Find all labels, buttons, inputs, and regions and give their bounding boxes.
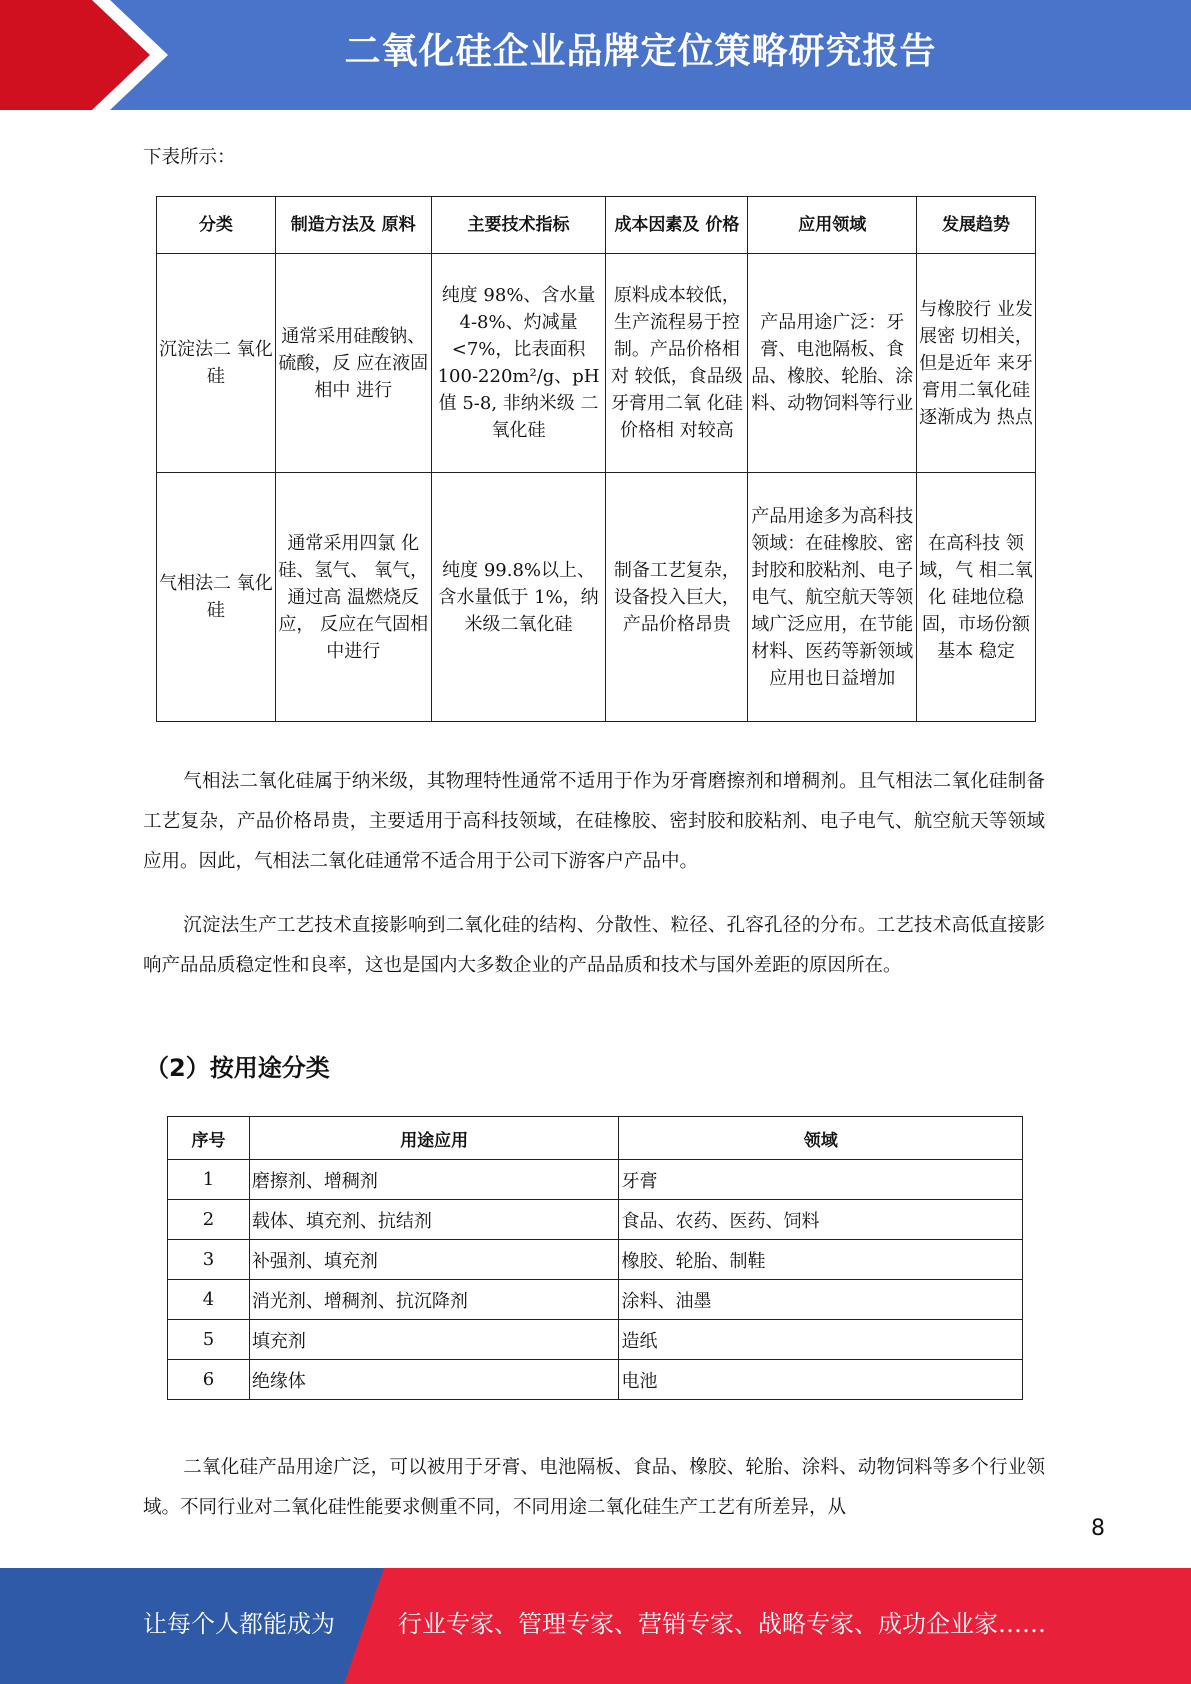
page-footer bbox=[0, 1568, 1191, 1684]
table-cell: 造纸 bbox=[619, 1320, 1023, 1360]
table-cell: 5 bbox=[168, 1320, 250, 1360]
table-cell: 产品用途多为高科技领域：在硅橡胶、密封胶和胶粘剂、电子电气、航空航天等领域广泛应用，在节能材料、医药等新领域应用也日益增加 bbox=[748, 473, 917, 722]
page-number: 8 bbox=[1091, 1516, 1105, 1541]
table-cell: 通常采用四氯 化硅、氢气、 氧气，通过高 温燃烧反应， 反应在气固相 中进行 bbox=[275, 473, 431, 722]
table-cell: 6 bbox=[168, 1360, 250, 1400]
paragraph-gas-phase bbox=[143, 762, 1045, 882]
table-cell: 磨擦剂、增稠剂 bbox=[249, 1160, 619, 1200]
table-cell: 在高科技 领域，气 相二氧化 硅地位稳 固，市场份额基本 稳定 bbox=[917, 473, 1036, 722]
table-cell: 与橡胶行 业发展密 切相关， 但是近年 来牙膏用二氧化硅 逐渐成为 热点 bbox=[917, 254, 1036, 473]
table-cell: 制备工艺复杂，设备投入巨大，产品价格昂贵 bbox=[606, 473, 748, 722]
header-cell: 主要技术指标 bbox=[431, 197, 606, 254]
header-cell: 制造方法及 原料 bbox=[275, 197, 431, 254]
header-cell: 分类 bbox=[157, 197, 276, 254]
paragraph-text: 二氧化硅产品用途广泛，可以被用于牙膏、电池隔板、食品、橡胶、轮胎、涂料、动物饲料等多个行业领域。不同行业对二氧化硅性能要求侧重不同，不同用途二氧化硅生产工艺有所差异，从 bbox=[143, 1457, 1045, 1518]
header-cell: 序号 bbox=[168, 1117, 250, 1160]
table-cell: 原料成本较低，生产流程易于控制。产品价格相对 较低，食品级牙膏用二氧 化硅价格相 对较高 bbox=[606, 254, 748, 473]
table-cell: 牙膏 bbox=[619, 1160, 1023, 1200]
paragraph-precipitation bbox=[143, 906, 1045, 986]
table-cell: 橡胶、轮胎、制鞋 bbox=[619, 1240, 1023, 1280]
table-row bbox=[168, 1200, 1023, 1240]
footer-slogan-left: 让每个人都能成为 bbox=[143, 1610, 335, 1638]
header-cell: 领域 bbox=[619, 1117, 1023, 1160]
section-heading: （2）按用途分类 bbox=[145, 1054, 330, 1082]
table-cell: 补强剂、填充剂 bbox=[249, 1240, 619, 1280]
paragraph-text: 沉淀法生产工艺技术直接影响到二氧化硅的结构、分散性、粒径、孔容孔径的分布。工艺技术高低直接影响产品品质稳定性和良率，这也是国内大多数企业的产品品质和技术与国外差距的原因所在。 bbox=[143, 915, 1045, 976]
table-row bbox=[168, 1360, 1023, 1400]
header-cell: 发展趋势 bbox=[917, 197, 1036, 254]
table-header-row bbox=[168, 1117, 1023, 1160]
table-cell: 载体、填充剂、抗结剂 bbox=[249, 1200, 619, 1240]
header-cell: 用途应用 bbox=[249, 1117, 619, 1160]
table-row bbox=[168, 1280, 1023, 1320]
page-header bbox=[0, 0, 1191, 110]
table-header-row bbox=[157, 197, 1036, 254]
table-cell: 纯度 99.8%以上、含水量低于 1%，纳米级二氧化硅 bbox=[431, 473, 606, 722]
method-classification-table bbox=[156, 196, 1036, 722]
table-cell: 1 bbox=[168, 1160, 250, 1200]
table-row bbox=[157, 473, 1036, 722]
table-cell: 沉淀法二 氧化硅 bbox=[157, 254, 276, 473]
usage-classification-table bbox=[167, 1116, 1023, 1400]
table-cell: 绝缘体 bbox=[249, 1360, 619, 1400]
table-cell: 填充剂 bbox=[249, 1320, 619, 1360]
table-row bbox=[168, 1320, 1023, 1360]
report-title: 二氧化硅企业品牌定位策略研究报告 bbox=[344, 31, 937, 72]
table-cell: 气相法二 氧化硅 bbox=[157, 473, 276, 722]
footer-slogan-right: 行业专家、管理专家、营销专家、战略专家、成功企业家…… bbox=[398, 1610, 1046, 1638]
table-cell: 纯度 98%、含水量 4-8%、灼减量 <7%，比表面积 100-220m²/g、pH 值 5-8, 非纳米级 二氧化硅 bbox=[431, 254, 606, 473]
table-cell: 4 bbox=[168, 1280, 250, 1320]
table-cell: 电池 bbox=[619, 1360, 1023, 1400]
table-cell: 2 bbox=[168, 1200, 250, 1240]
paragraph-text: 气相法二氧化硅属于纳米级，其物理特性通常不适用于作为牙膏磨擦剂和增稠剂。且气相法二氧化硅制备工艺复杂，产品价格昂贵，主要适用于高科技领域，在硅橡胶、密封胶和胶粘剂、电子电气、航空航天等领域应用。因此，气相法二氧化硅通常不适合用于公司下游客户产品中。 bbox=[143, 771, 1045, 872]
lead-text: 下表所示： bbox=[143, 147, 236, 168]
table-cell: 消光剂、增稠剂、抗沉降剂 bbox=[249, 1280, 619, 1320]
table-row bbox=[168, 1240, 1023, 1280]
table-cell: 3 bbox=[168, 1240, 250, 1280]
table-cell: 产品用途广泛：牙膏、电池隔板、食品、橡胶、轮胎、涂料、动物饲料等行业 bbox=[748, 254, 917, 473]
table-row bbox=[168, 1160, 1023, 1200]
table-cell: 食品、农药、医药、饲料 bbox=[619, 1200, 1023, 1240]
header-cell: 应用领域 bbox=[748, 197, 917, 254]
table-cell: 涂料、油墨 bbox=[619, 1280, 1023, 1320]
table-row bbox=[157, 254, 1036, 473]
header-cell: 成本因素及 价格 bbox=[606, 197, 748, 254]
table-cell: 通常采用硅酸钠、硫酸，反 应在液固相中 进行 bbox=[275, 254, 431, 473]
paragraph-usage bbox=[143, 1448, 1045, 1528]
